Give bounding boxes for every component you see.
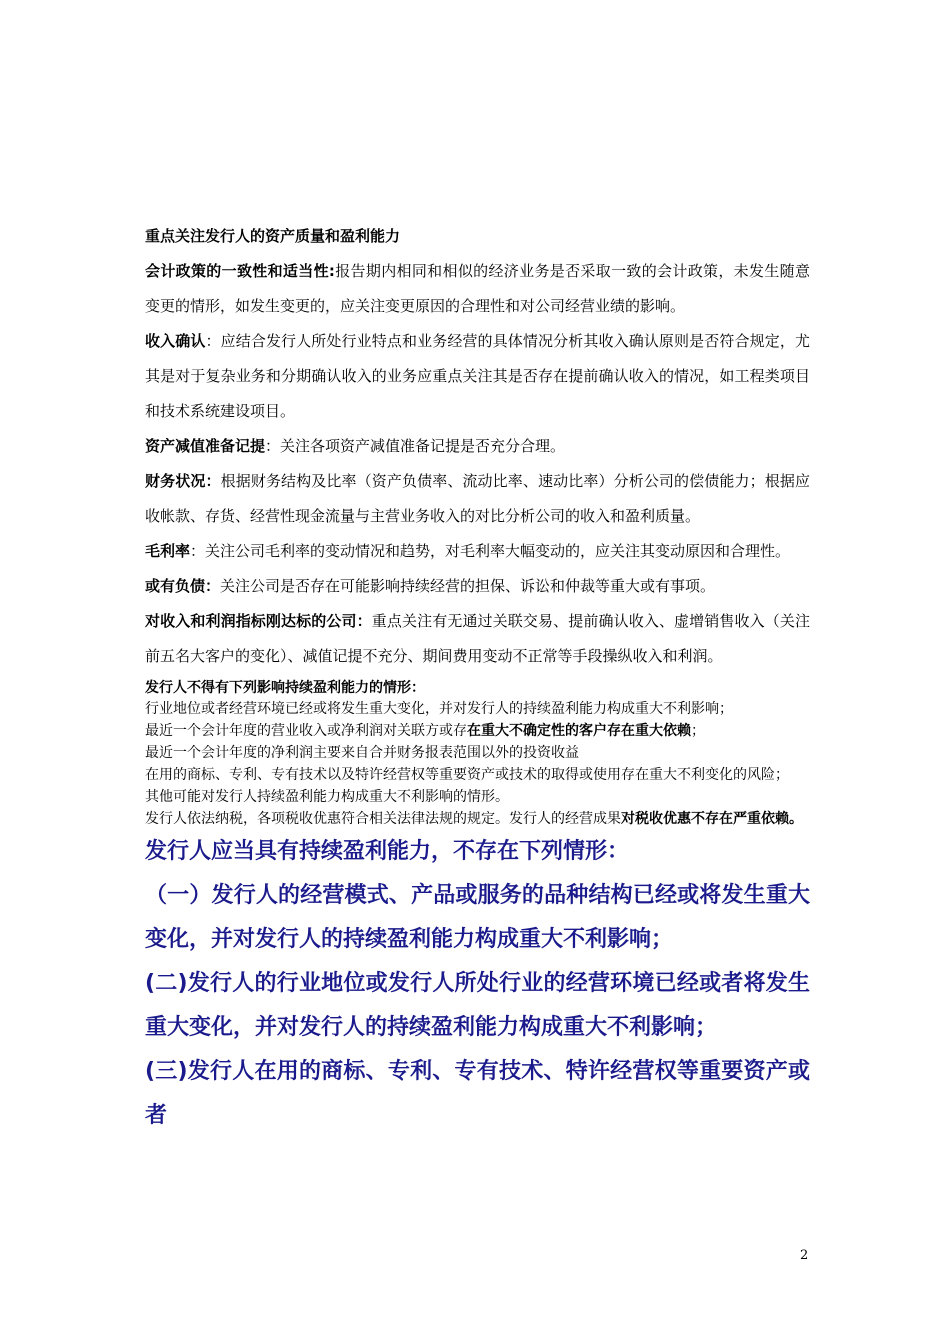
- requirement-heading: 发行人应当具有持续盈利能力，不存在下列情形：: [145, 839, 630, 864]
- term-separator: ：: [265, 437, 281, 455]
- item-punctuation: ；: [691, 723, 705, 739]
- term-separator: ：: [356, 612, 372, 630]
- term-label: 收入确认: [145, 332, 206, 350]
- prohibited-item: [145, 808, 810, 830]
- term-text: 应结合发行人所处行业特点和业务经营的具体情况分析其收入确认原则是否符合规定，尤其是对于复杂业务和分期确认收入的业务应重点关注其是否存在提前确认收入的情况，如工程类项目和技术系统建设项目。: [145, 332, 810, 420]
- paragraph-gross-margin: [145, 534, 810, 569]
- term-label: 或有负债: [145, 577, 206, 595]
- item-emphasis: 在重大不确定性的客户存在重大依赖: [467, 723, 691, 739]
- prohibited-item: 行业地位或者经营环境已经或将发生重大变化，并对发行人的持续盈利能力构成重大不利影响；: [145, 701, 733, 717]
- term-text: 根据财务结构及比率（资产负债率、流动比率、速动比率）分析公司的偿债能力；根据应收帐款、存货、经营性现金流量与主营业务收入的对比分析公司的收入和盈利质量。: [145, 472, 810, 525]
- term-text: 关注公司是否存在可能影响持续经营的担保、诉讼和仲裁等重大或有事项。: [220, 577, 716, 595]
- prohibited-item: [145, 720, 810, 742]
- term-label: 财务状况: [145, 472, 206, 490]
- requirement-clause: （一）发行人的经营模式、产品或服务的品种结构已经或将发生重大变化，并对发行人的持续盈利能力构成重大不利影响；: [145, 883, 810, 952]
- prohibited-item: 其他可能对发行人持续盈利能力构成重大不利影响的情形。: [145, 789, 509, 805]
- item-text: 最近一个会计年度的营业收入或净利润对关联方或存: [145, 723, 467, 739]
- item-text: 发行人依法纳税，各项税收优惠符合相关法律法规的规定。发行人的经营成果: [145, 811, 621, 827]
- term-separator: ：: [190, 542, 206, 560]
- term-label: 毛利率: [145, 542, 191, 560]
- paragraph-accounting-policy: [145, 254, 810, 324]
- item-emphasis: 对税收优惠不存在严重依赖。: [621, 811, 803, 827]
- prohibited-item: 在用的商标、专利、专有技术以及特许经营权等重要资产或技术的取得或使用存在重大不利变化的风险；: [145, 767, 789, 783]
- prohibited-heading: 发行人不得有下列影响持续盈利能力的情形：: [145, 680, 425, 696]
- paragraph-financial-status: [145, 464, 810, 534]
- page-number: 2: [800, 1248, 809, 1263]
- document-body: [145, 226, 810, 1138]
- term-separator: ：: [205, 577, 221, 595]
- paragraph-threshold-companies: [145, 604, 810, 674]
- paragraph-contingent-liabilities: [145, 569, 810, 604]
- prohibited-item: 最近一个会计年度的净利润主要来自合并财务报表范围以外的投资收益: [145, 745, 579, 761]
- term-text: 关注各项资产减值准备记提是否充分合理。: [280, 437, 566, 455]
- requirement-clause: (三)发行人在用的商标、专利、专有技术、特许经营权等重要资产或者: [145, 1059, 810, 1128]
- term-text: 关注公司毛利率的变动情况和趋势，对毛利率大幅变动的，应关注其变动原因和合理性。: [205, 542, 791, 560]
- term-separator: ：: [205, 332, 221, 350]
- paragraph-impairment: [145, 429, 810, 464]
- term-label: 资产减值准备记提: [145, 437, 266, 455]
- term-separator: :: [328, 262, 335, 280]
- requirement-clause: (二)发行人的行业地位或发行人所处行业的经营环境已经或者将发生重大变化，并对发行人的持续盈利能力构成重大不利影响；: [145, 971, 810, 1040]
- section-title: 重点关注发行人的资产质量和盈利能力: [145, 227, 401, 245]
- term-text: 报告期内相同和相似的经济业务是否采取一致的会计政策，未发生随意变更的情形，如发生变更的，应关注变更原因的合理性和对公司经营业绩的影响。: [145, 262, 810, 315]
- term-label: 会计政策的一致性和适当性: [145, 262, 329, 280]
- term-separator: ：: [205, 472, 221, 490]
- paragraph-revenue-recognition: [145, 324, 810, 429]
- term-label: 对收入和利润指标刚达标的公司: [145, 612, 357, 630]
- term-text: 重点关注有无通过关联交易、提前确认收入、虚增销售收入（关注前五名大客户的变化）、减值记提不充分、期间费用变动不正常等手段操纵收入和利润。: [145, 612, 810, 665]
